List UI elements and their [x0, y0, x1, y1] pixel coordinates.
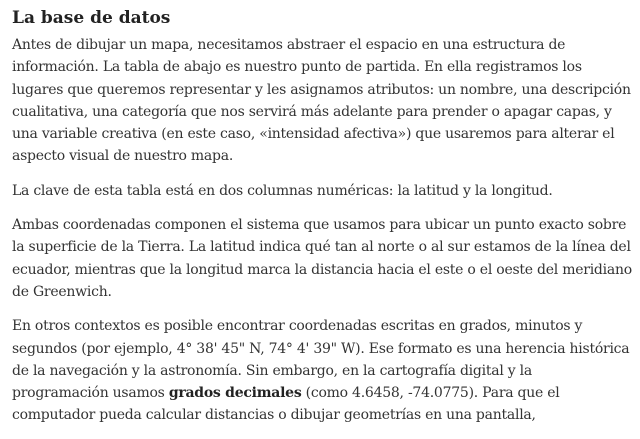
section-title: La base de datos	[12, 8, 171, 28]
paragraph-key-columns: La clave de esta tabla está en dos columnas numéricas: la latitud y la longitud.	[12, 182, 553, 199]
paragraph-coordinates: Ambas coordenadas componen el sistema que usamos para ubicar un punto exacto sobre la superficie de la Tierra. La latitud indica qué tan al norte o al sur estamos de la línea del ecuador, mientras que la longitud marca la distancia hacia el este o el oeste del meridiano de Greenwich.	[12, 217, 632, 300]
paragraph-decimal-degrees	[12, 315, 632, 426]
paragraph-intro: Antes de dibujar un mapa, necesitamos abstraer el espacio en una estructura de información. La tabla de abajo es nuestro punto de partida. En ella registramos los lugares que queremos representar y les asignamos atributos: un nombre, una descripción cualitativa, una categoría que nos servirá más adelante para prender o apagar capas, y una variable creativa (en este caso, «intensidad afectiva») que usaremos para alterar el aspecto visual de nuestro mapa.	[12, 37, 631, 165]
paragraph-text-after: (como 4.6458, -74.0775). Para que el computador pueda calcular distancias o dibujar geometrías en una pantalla,	[12, 385, 560, 424]
article-body	[12, 6, 632, 439]
bold-term-decimal-degrees: grados decimales	[168, 385, 302, 402]
paragraph-text-before: En otros contextos es posible encontrar coordenadas escritas en grados, minutos y segundos (por ejemplo, 4° 38' 45" N, 74° 4' 39" W). Ese formato es una herencia histórica de la navegación y la astronomía. Sin embargo, en la cartografía digital y la programación usamos	[12, 318, 630, 402]
